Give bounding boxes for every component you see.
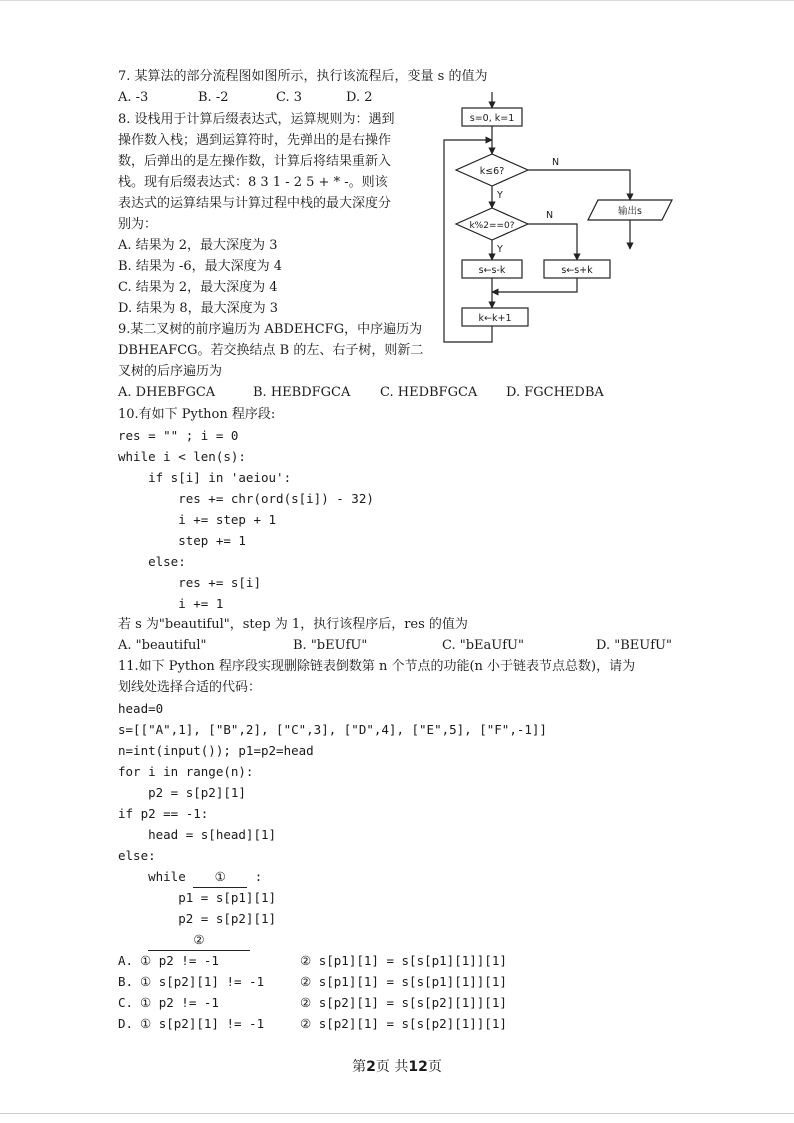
flow-output-label: 输出s <box>618 206 642 217</box>
flow-cond2-no: N <box>546 210 554 221</box>
q10-option-a: A. "beautiful" <box>118 638 207 653</box>
q11-code-line: else: <box>118 848 156 863</box>
q11-option-a-second: ② s[p1][1] = s[s[p1][1]][1] <box>300 953 507 968</box>
q11-option-c-label: C. <box>118 995 134 1010</box>
flow-cond2-label: k%2==0? <box>469 221 515 231</box>
q10-code-line: step += 1 <box>118 533 246 548</box>
q10-code-line: else: <box>118 554 186 569</box>
q11-stem-2: 划线处选择合适的代码： <box>118 680 262 695</box>
q8-option-a: A. 结果为 2，最大深度为 3 <box>118 238 278 253</box>
flow-cond2-yes: Y <box>497 244 503 255</box>
q11-stem-1: 11.如下 Python 程序段实现删除链表倒数第 n 个节点的功能(n 小于链表节点总数)，请为 <box>118 659 636 674</box>
q11-option-a-first: ① p2 != -1 <box>140 953 219 968</box>
q11-code-line: n=int(input()); p1=p2=head <box>118 743 314 758</box>
q11-code-line: p2 = s[p2][1] <box>118 911 277 926</box>
q9-line-2: DBHEAFCG。若交换结点 B 的左、右子树，则新二 <box>118 343 424 358</box>
q11-code-line: p1 = s[p1][1] <box>118 890 277 905</box>
q7-option-a: A. -3 <box>118 90 149 105</box>
q8-option-c: C. 结果为 2，最大深度为 4 <box>118 280 278 295</box>
q8-line-4: 栈。现有后缀表达式：8 3 1 - 2 5 + * -。则该 <box>118 175 388 190</box>
q11-option-a-label: A. <box>118 953 134 968</box>
q9-option-b: B. HEBDFGCA <box>253 385 351 400</box>
page-bottom-edge <box>0 1113 794 1114</box>
flow-cond1-no: N <box>552 157 560 168</box>
q11-code-line: head = s[head][1] <box>118 827 277 842</box>
page-top-edge <box>0 0 794 1</box>
page-footer <box>0 1056 794 1076</box>
q7-option-c: C. 3 <box>276 90 303 105</box>
q10-code-line: res = "" ; i = 0 <box>118 428 239 443</box>
q10-intro: 10.有如下 Python 程序段: <box>118 407 276 422</box>
footer-middle: 页 共 <box>375 1059 409 1075</box>
q10-code-line: res += chr(ord(s[i]) - 32) <box>118 491 374 506</box>
flowchart <box>440 92 690 352</box>
q10-option-b: B. "bEUfU" <box>293 638 368 653</box>
flow-left-label: s←s-k <box>478 265 506 276</box>
q11-blank-line <box>118 929 250 950</box>
q8-line-2: 操作数入栈；遇到运算符时，先弹出的是右操作 <box>118 133 392 148</box>
q11-while-prefix: while <box>118 869 194 884</box>
q9-line-3: 叉树的后序遍历为 <box>118 364 223 379</box>
q8-line-6: 别为： <box>118 217 158 232</box>
q7-option-b: B. -2 <box>198 90 229 105</box>
q10-question: 若 s 为"beautiful"，step 为 1，执行该程序后，res 的值为 <box>118 617 468 632</box>
q8-option-d: D. 结果为 8，最大深度为 3 <box>118 301 279 316</box>
q11-blank-1: ① <box>193 866 247 888</box>
q11-code-line: head=0 <box>118 701 164 716</box>
q11-option-b-label: B. <box>118 974 134 989</box>
flow-cond1-yes: Y <box>497 190 503 201</box>
q10-option-c: C. "bEaUfU" <box>442 638 524 653</box>
flow-cond1-label: k≤6? <box>479 166 505 177</box>
q10-code-line: if s[i] in 'aeiou': <box>118 470 292 485</box>
q11-code-line: s=[["A",1], ["B",2], ["C",3], ["D",4], ["E",5], ["F",-1]] <box>118 722 547 737</box>
q11-while-suffix: : <box>247 869 263 884</box>
flow-incr-label: k←k+1 <box>478 313 512 324</box>
q10-code-line: i += step + 1 <box>118 512 277 527</box>
q10-code-line: while i < len(s): <box>118 449 246 464</box>
q11-option-d-first: ① s[p2][1] != -1 <box>140 1016 265 1031</box>
q8-line-5: 表达式的运算结果与计算过程中栈的最大深度分 <box>118 196 392 211</box>
q10-code-line: res += s[i] <box>118 575 261 590</box>
q8-option-b: B. 结果为 -6，最大深度为 4 <box>118 259 283 274</box>
q9-option-a: A. DHEBFGCA <box>118 385 216 400</box>
q11-option-c-first: ① p2 != -1 <box>140 995 219 1010</box>
q11-option-b-first: ① s[p2][1] != -1 <box>140 974 265 989</box>
footer-page-number: 2 <box>366 1059 376 1075</box>
flow-right-label: s←s+k <box>561 265 593 276</box>
q11-code-line: if p2 == -1: <box>118 806 209 821</box>
footer-suffix: 页 <box>427 1059 442 1075</box>
q10-option-d: D. "BEUfU" <box>596 638 672 653</box>
flow-init-label: s=0, k=1 <box>469 113 515 124</box>
q7-stem: 7. 某算法的部分流程图如图所示，执行该流程后，变量 s 的值为 <box>118 69 488 84</box>
q11-blank-2: ② <box>148 929 250 951</box>
q11-option-c-second: ② s[p2][1] = s[s[p2][1]][1] <box>300 995 507 1010</box>
footer-prefix: 第 <box>352 1059 367 1075</box>
q9-option-d: D. FGCHEDBA <box>506 385 604 400</box>
q11-option-d-second: ② s[p2][1] = s[s[p2][1]][1] <box>300 1016 507 1031</box>
q9-line-1: 9.某二叉树的前序遍历为 ABDEHCFG，中序遍历为 <box>118 322 423 337</box>
q11-code-line: p2 = s[p2][1] <box>118 785 246 800</box>
q10-code-line: i += 1 <box>118 596 224 611</box>
q11-option-d-label: D. <box>118 1016 134 1031</box>
q11-code-line: for i in range(n): <box>118 764 254 779</box>
q11-while-line <box>118 866 262 887</box>
q8-line-3: 数，后弹出的是左操作数，计算后将结果重新入 <box>118 154 392 169</box>
q7-option-d: D. 2 <box>346 90 373 105</box>
q9-option-c: C. HEDBFGCA <box>380 385 478 400</box>
q8-line-1: 8. 设栈用于计算后缀表达式，运算规则为：遇到 <box>118 112 395 127</box>
q11-option-b-second: ② s[p1][1] = s[s[p1][1]][1] <box>300 974 507 989</box>
footer-total-pages: 12 <box>408 1059 428 1075</box>
